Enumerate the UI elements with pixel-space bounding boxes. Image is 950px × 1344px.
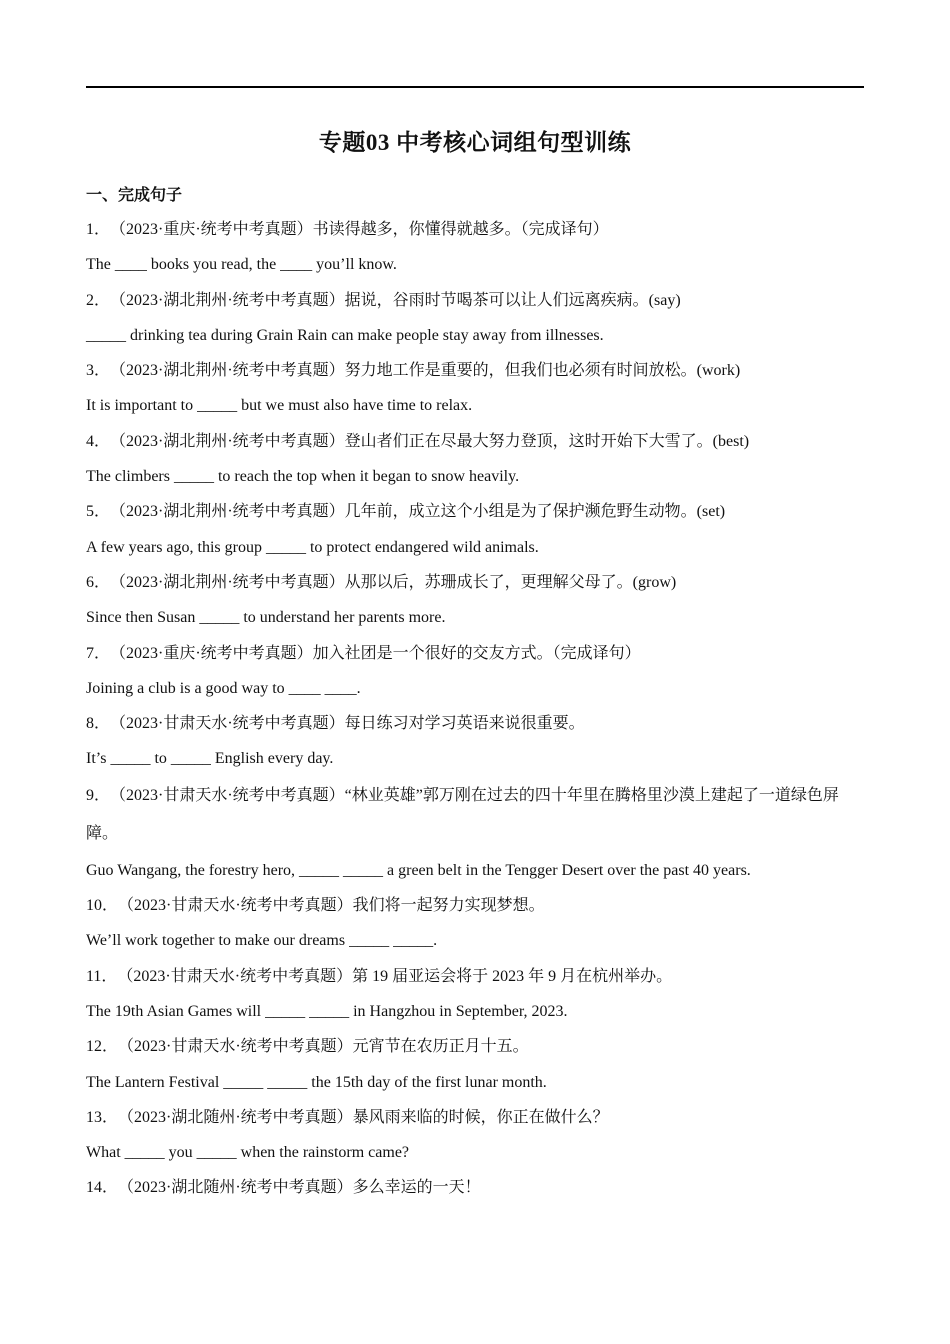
question-prompt-text: （2023·重庆·统考中考真题）加入社团是一个很好的交友方式。（完成译句） [110,644,641,662]
question-number: 3． [86,362,111,380]
answer-sentence: The climbers _____ to reach the top when it began to snow heavily. [86,468,520,486]
question-prompt-text: （2023·湖北荆州·统考中考真题）几年前，成立这个小组是为了保护濒危野生动物。(set) [110,503,726,521]
question-prompt [86,353,866,388]
question-prompt [86,494,866,529]
question-prompt-text: （2023·重庆·统考中考真题）书读得越多，你懂得就越多。（完成译句） [110,221,609,238]
answer-sentence: It’s _____ to _____ English every day. [86,750,334,768]
question-prompt-text: （2023·湖北随州·统考中考真题）多么幸运的一天！ [118,1179,481,1197]
question-number: 5． [86,503,111,521]
question-prompt [86,424,866,459]
answer-sentence: It is important to _____ but we must also have time to relax. [86,397,473,415]
question-list [86,212,866,1206]
answer-sentence: The ____ books you read, the ____ you’ll know. [86,256,397,274]
question-prompt-text: （2023·甘肃天水·统考中考真题）元宵节在农历正月十五。 [118,1038,529,1056]
answer-sentence: Joining a club is a good way to ____ ____. [86,679,361,697]
question-number: 12． [86,1038,119,1056]
question-prompt [86,706,866,741]
question-prompt [86,565,866,600]
answer-sentence: What _____ you _____ when the rainstorm came? [86,1144,410,1162]
question-prompt [86,212,866,247]
question-prompt-text: （2023·湖北荆州·统考中考真题）据说，谷雨时节喝茶可以让人们远离疾病。(say) [110,291,681,309]
question-number: 14． [86,1179,119,1197]
answer-sentence: Guo Wangang, the forestry hero, _____ _____ a green belt in the Tengger Desert over the past 40 years. [86,861,751,879]
question-prompt-text: （2023·甘肃天水·统考中考真题）“林业英雄”郭万刚在过去的四十年里在腾格里沙漠上建起了一道绿色屏障。 [86,786,839,842]
question-number: 11． [86,967,118,985]
question-number: 2． [86,291,111,309]
question-prompt-text: （2023·甘肃天水·统考中考真题）我们将一起努力实现梦想。 [118,897,545,915]
question-prompt-text: （2023·湖北荆州·统考中考真题）努力地工作是重要的，但我们也必须有时间放松。(work) [110,362,741,380]
question-prompt-text: （2023·甘肃天水·统考中考真题）第 19 届亚运会将于 2023 年 9 月在杭州举办。 [117,967,673,985]
answer-sentence: _____ drinking tea during Grain Rain can make people stay away from illnesses. [86,326,604,344]
question-number: 4． [86,432,111,450]
answer-sentence: Since then Susan _____ to understand her parents more. [86,609,446,627]
question-number: 7． [86,644,111,662]
question-prompt-text: （2023·湖北荆州·统考中考真题）从那以后，苏珊成长了，更理解父母了。(grow) [110,573,677,591]
answer-sentence: We’ll work together to make our dreams _____ _____. [86,932,438,950]
question-prompt [86,636,866,671]
question-prompt [86,1170,866,1205]
question-prompt [86,283,866,318]
question-prompt-text: （2023·湖北荆州·统考中考真题）登山者们正在尽最大努力登顶，这时开始下大雪了。(best) [110,432,750,450]
question-prompt [86,888,866,923]
answer-sentence: The Lantern Festival _____ _____ the 15th day of the first lunar month. [86,1073,547,1091]
question-prompt [86,777,866,853]
answer-sentence: A few years ago, this group _____ to protect endangered wild animals. [86,538,539,556]
question-prompt [86,959,866,994]
question-prompt [86,1029,866,1064]
question-number: 10． [86,897,119,915]
question-number: 13． [86,1108,119,1126]
question-number: 6． [86,573,111,591]
section-heading: 一、完成句子 [86,187,183,204]
header-rule [86,86,864,88]
question-number: 8． [86,715,111,733]
question-prompt [86,1100,866,1135]
answer-sentence: The 19th Asian Games will _____ _____ in Hangzhou in September, 2023. [86,1002,568,1020]
question-number: 1． [86,221,111,238]
question-number: 9． [86,786,111,804]
question-prompt-text: （2023·湖北随州·统考中考真题）暴风雨来临的时候，你正在做什么？ [118,1108,609,1126]
question-prompt-text: （2023·甘肃天水·统考中考真题）每日练习对学习英语来说很重要。 [110,715,585,733]
page-title: 专题03 中考核心词组句型训练 [318,130,632,155]
